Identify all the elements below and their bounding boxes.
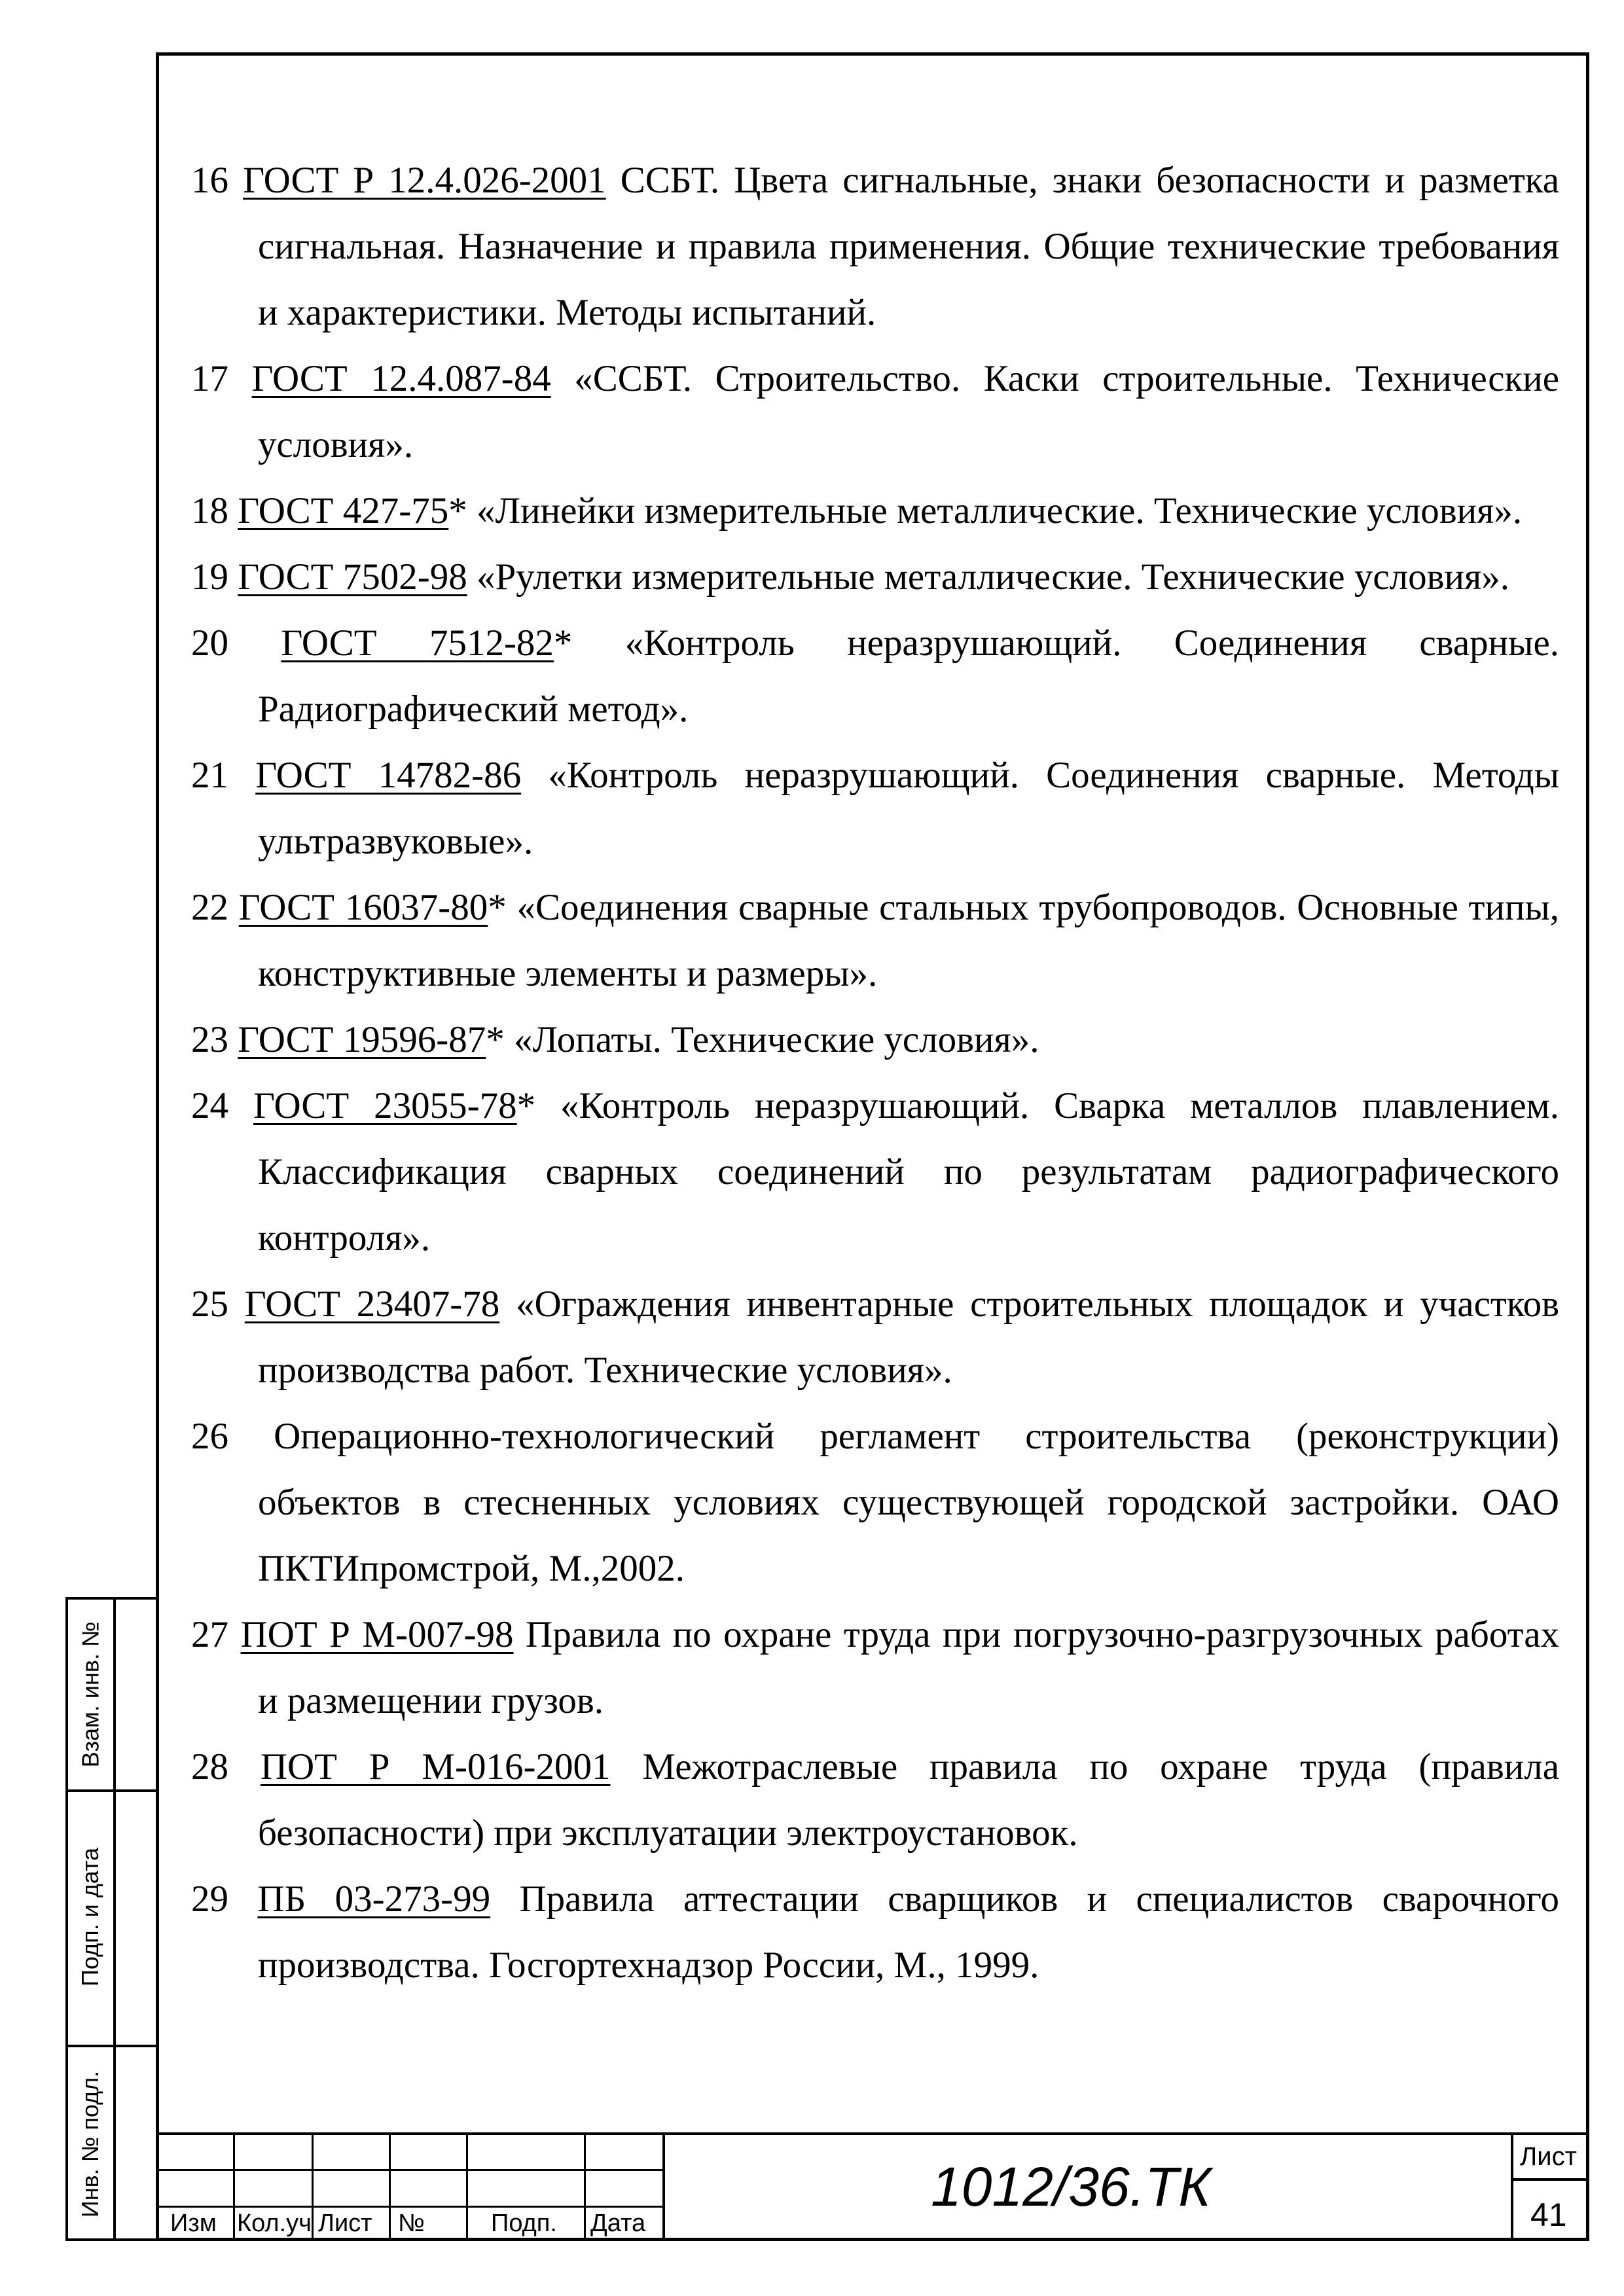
tb-sheet-line — [1511, 2178, 1589, 2181]
reference-code: ПОТ Р М-007-98 — [240, 1614, 514, 1655]
sheet-label: Лист — [1520, 2142, 1577, 2171]
podp-label: Подп. и дата — [77, 1847, 104, 1987]
reference-number: 25 — [191, 1283, 228, 1325]
reference-text: «Рулетки измерительные металлические. Технические условия». — [467, 556, 1509, 598]
reference-text: * «Лопаты. Технические условия». — [486, 1019, 1039, 1060]
reference-item — [191, 1602, 1559, 1734]
vzam-label-cell — [68, 1600, 113, 1789]
reference-code: ГОСТ 14782-86 — [255, 755, 522, 796]
reference-number: 20 — [191, 622, 228, 664]
reference-code: ГОСТ 23055-78 — [253, 1085, 517, 1126]
reference-item — [191, 478, 1559, 544]
tb-col-line — [389, 2132, 391, 2241]
reference-text: * «Соединения сварные стальных трубопроводов. Основные типы, конструктивные элементы и размеры». — [258, 887, 1560, 994]
sheet-number: 41 — [1530, 2197, 1567, 2233]
reference-list — [191, 147, 1559, 1998]
reference-text: Правила аттестации сварщиков и специалистов сварочного производства. Госгортехнадзор России, М., 1999. — [258, 1878, 1560, 1986]
tb-row-line — [156, 2206, 665, 2208]
col-izm: Изм — [170, 2210, 217, 2237]
reference-code: ГОСТ 12.4.087-84 — [251, 358, 551, 399]
reference-text: ССБТ. Цвета сигнальные, знаки безопасности и разметка сигнальная. Назначение и правила применения. Общие технические требования и характеристики. Методы испытаний. — [258, 160, 1559, 333]
reference-code: ГОСТ 7512-82 — [281, 622, 554, 664]
reference-number: 28 — [191, 1746, 228, 1787]
reference-item — [191, 346, 1559, 478]
reference-number: 21 — [191, 755, 228, 796]
reference-text: Межотраслевые правила по охране труда (правила безопасности) при эксплуатации электроустановок. — [258, 1746, 1560, 1854]
reference-item — [191, 1073, 1559, 1271]
reference-number: 24 — [191, 1085, 228, 1126]
reference-text: «ССБТ. Строительство. Каски строительные. Технические условия». — [258, 358, 1559, 465]
reference-text: «Ограждения инвентарные строительных площадок и участков производства работ. Технические условия». — [258, 1283, 1559, 1391]
document-code: 1012/36.ТК — [931, 2155, 1211, 2217]
reference-item — [191, 1271, 1559, 1403]
reference-item — [191, 742, 1559, 874]
reference-number: 16 — [191, 160, 228, 201]
tb-row-line — [156, 2169, 665, 2171]
reference-number: 26 — [191, 1416, 228, 1457]
reference-number: 18 — [191, 490, 228, 531]
tb-col-line — [233, 2132, 235, 2241]
reference-item — [191, 1007, 1559, 1073]
reference-number: 27 — [191, 1614, 228, 1655]
col-list: Лист — [318, 2210, 372, 2237]
reference-code: ГОСТ 427-75 — [238, 490, 449, 531]
reference-text: «Контроль неразрушающий. Соединения сварные. Методы ультразвуковые». — [258, 755, 1560, 862]
reference-text: Правила по охране труда при погрузочно-разгрузочных работах и размещении грузов. — [258, 1614, 1560, 1721]
vzam-label: Взам. инв. № — [77, 1621, 104, 1768]
reference-code: ГОСТ 7502-98 — [238, 556, 467, 598]
reference-number: 23 — [191, 1019, 228, 1060]
col-no: № — [398, 2210, 425, 2237]
reference-item — [191, 147, 1559, 346]
reference-text: * «Контроль неразрушающий. Сварка металлов плавлением. Классификация сварных соединений по результатам радиографического контроля». — [258, 1085, 1560, 1259]
podp-label-cell — [68, 1789, 113, 2045]
reference-number: 19 — [191, 556, 228, 598]
reference-item — [191, 1403, 1559, 1602]
reference-code: ГОСТ 16037-80 — [238, 887, 488, 928]
inv-label-cell — [68, 2045, 113, 2244]
reference-item — [191, 544, 1559, 610]
reference-text: Операционно-технологический регламент строительства (реконструкции) объектов в стесненных условиях существующей городской застройки. ОАО ПКТИпромстрой, М.,2002. — [258, 1416, 1559, 1589]
tb-col-line — [312, 2132, 314, 2241]
reference-item — [191, 874, 1559, 1007]
reference-code: ПБ 03-273-99 — [257, 1878, 491, 1920]
reference-code: ГОСТ 23407-78 — [244, 1283, 500, 1325]
reference-item — [191, 1866, 1559, 1998]
tb-col-line — [1511, 2132, 1513, 2241]
reference-code: ПОТ Р М-016-2001 — [260, 1746, 611, 1787]
col-podp: Подп. — [491, 2210, 557, 2237]
tb-col-line — [466, 2132, 468, 2241]
col-kol: Кол.уч — [237, 2210, 312, 2237]
reference-text: * «Линейки измерительные металлические. Технические условия». — [448, 490, 1523, 531]
inv-label: Инв. № подл. — [77, 2070, 104, 2218]
side-stamp-table — [65, 1597, 156, 2241]
reference-item — [191, 610, 1559, 742]
reference-text: * «Контроль неразрушающий. Соединения сварные. Радиографический метод». — [258, 622, 1559, 730]
reference-number: 17 — [191, 358, 228, 399]
tb-col-line — [584, 2132, 586, 2241]
reference-item — [191, 1734, 1559, 1866]
reference-code: ГОСТ Р 12.4.026-2001 — [243, 160, 606, 201]
reference-code: ГОСТ 19596-87 — [238, 1019, 486, 1060]
col-data: Дата — [590, 2210, 646, 2237]
reference-number: 29 — [191, 1878, 228, 1920]
reference-number: 22 — [191, 887, 228, 928]
